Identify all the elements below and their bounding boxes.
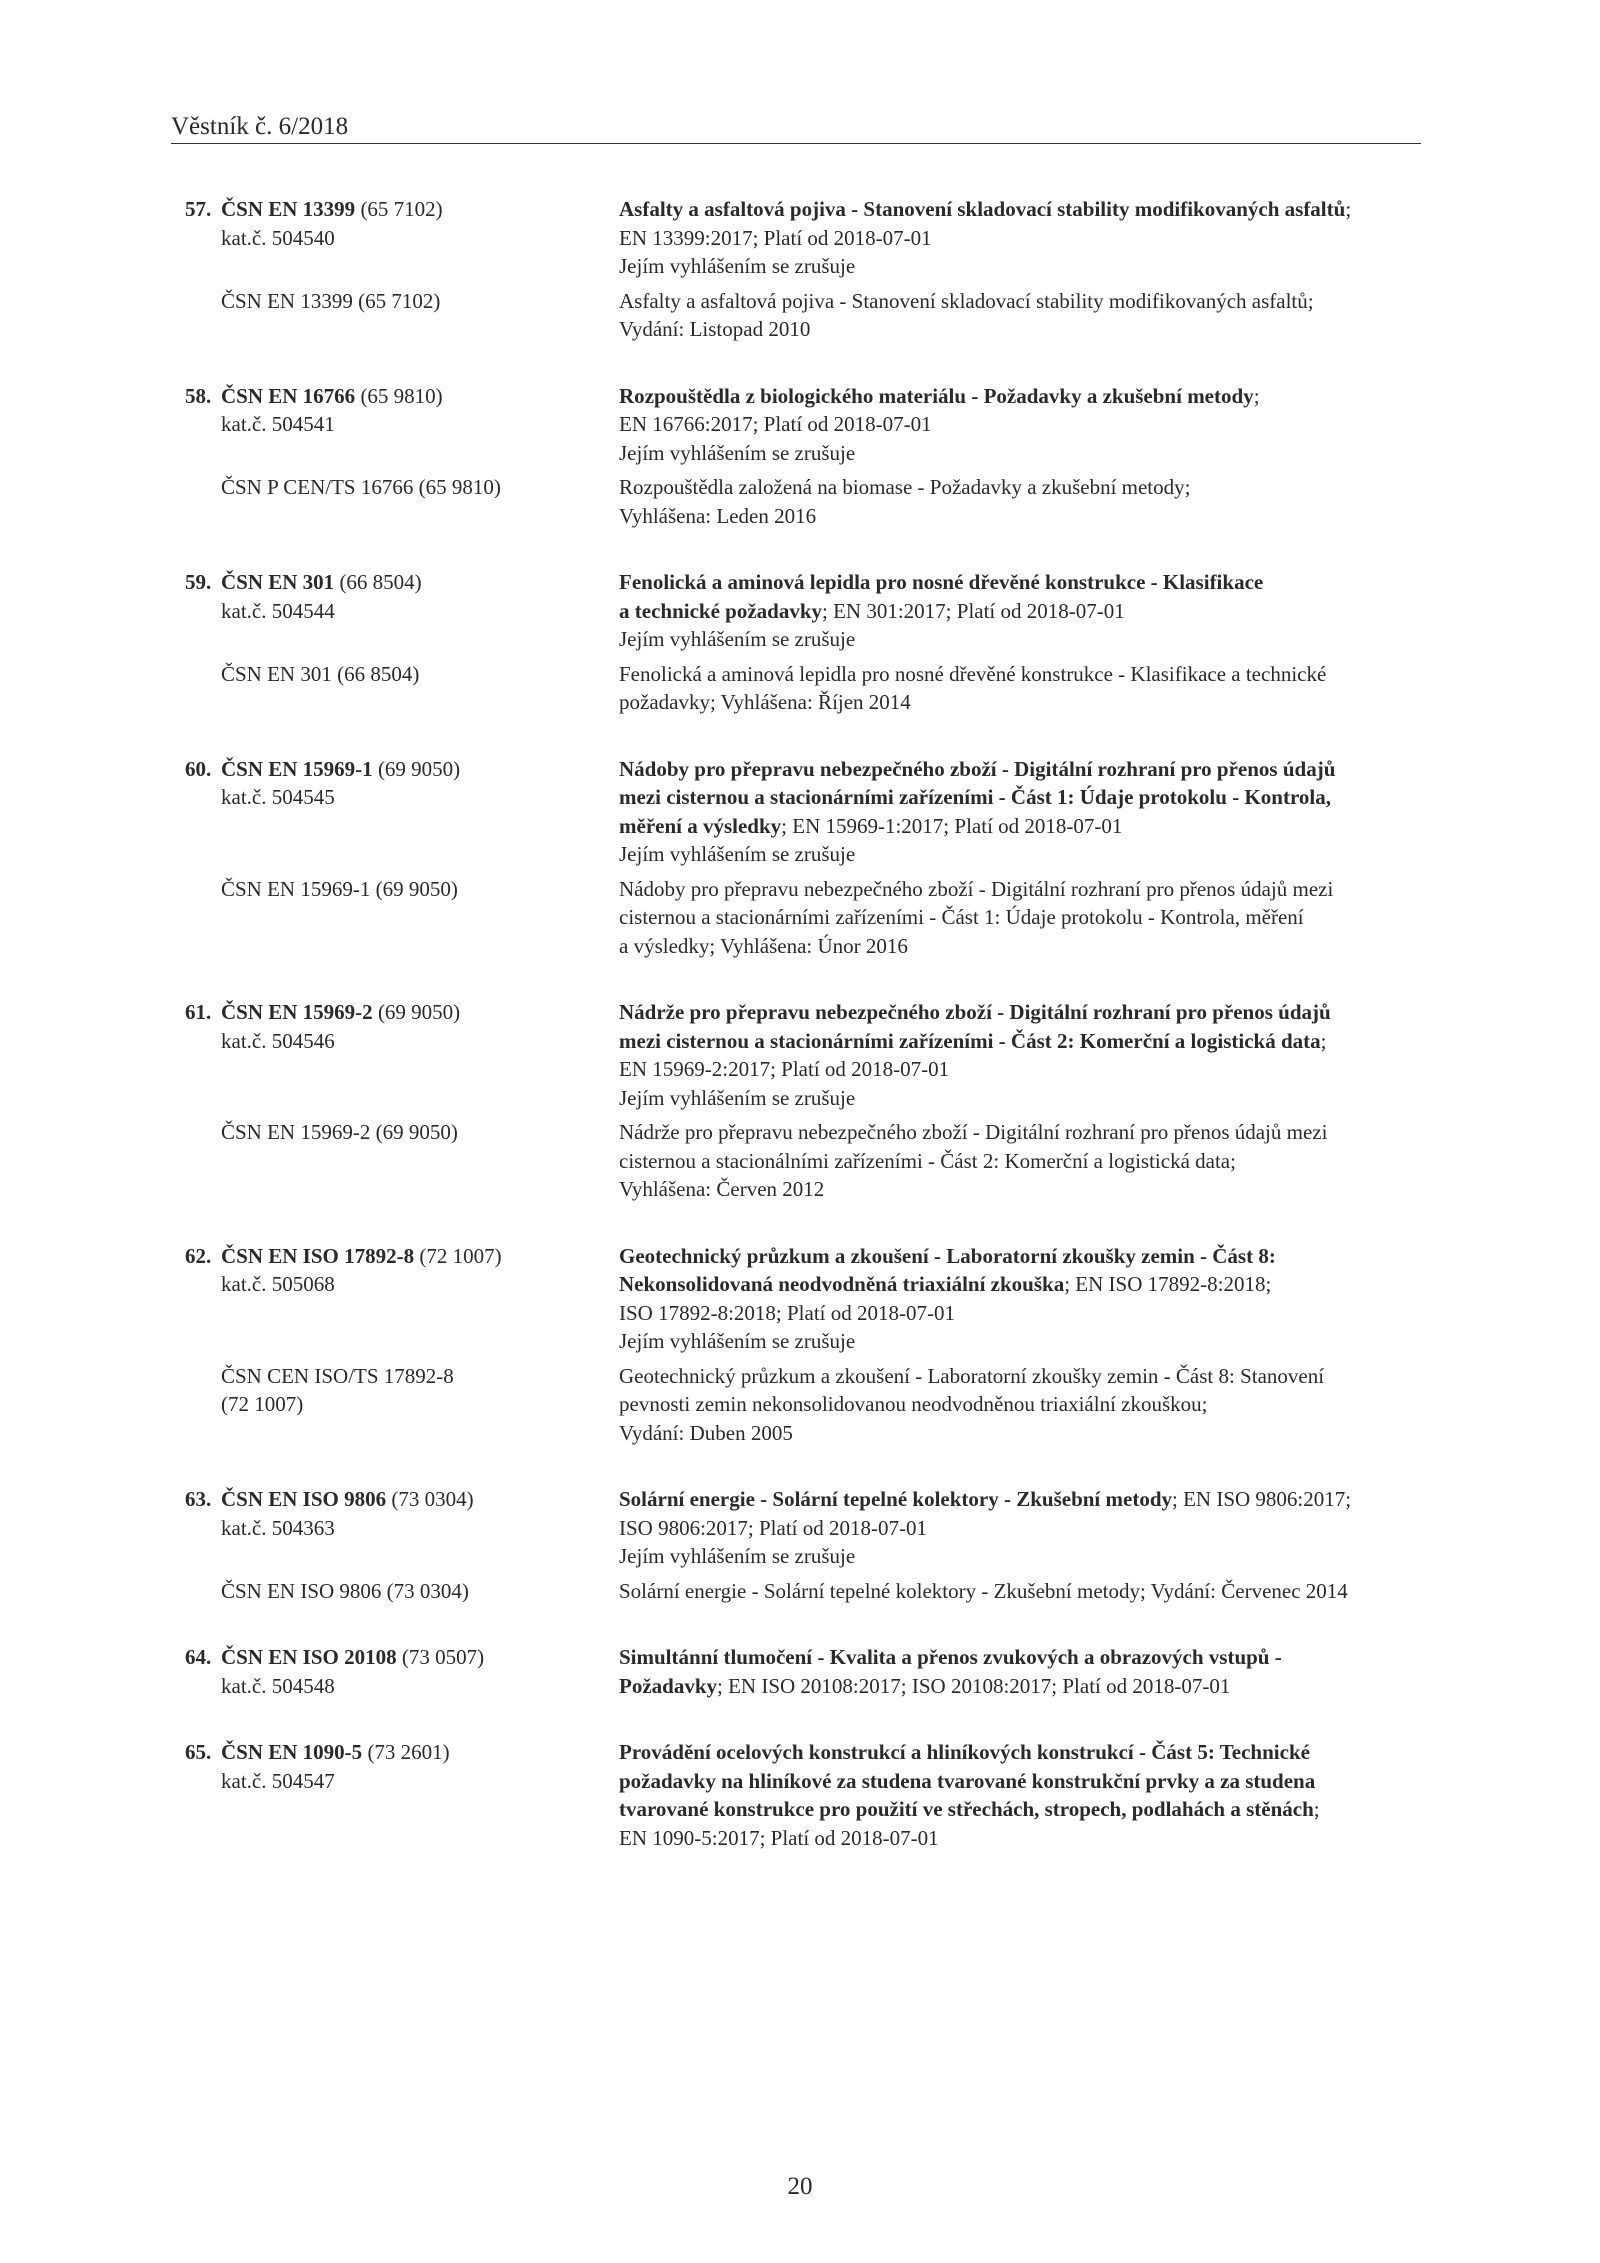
text: Nádoby pro přepravu nebezpečného zboží - Digitální rozhraní pro přenos údajů mezi <box>619 876 1334 901</box>
entry-number: 61. <box>185 1000 212 1024</box>
title-line <box>619 1118 1460 1147</box>
title-line <box>619 1362 1460 1391</box>
entry-number: 60. <box>185 756 212 781</box>
text: a výsledky; Vyhlášena: Únor 2016 <box>619 933 908 958</box>
text: ; EN ISO 9806:2017; <box>1172 1487 1352 1511</box>
designation-line <box>221 224 630 253</box>
text: ČSN P CEN/TS 16766 (65 9810) <box>221 475 501 499</box>
designation-line <box>221 1362 630 1391</box>
text: kat.č. 504544 <box>221 598 335 623</box>
designation-line <box>221 1643 630 1672</box>
text: ČSN CEN ISO/TS 17892-8 <box>221 1363 454 1388</box>
designation-line <box>221 597 630 626</box>
bold-text: Požadavky <box>619 1673 718 1698</box>
standard-entry <box>0 195 1600 344</box>
designation-line <box>221 660 630 689</box>
text: Jejím vyhlášením se zrušuje <box>619 1329 856 1353</box>
text: Jejím vyhlášením se zrušuje <box>619 1544 856 1568</box>
title-line <box>619 1514 1460 1543</box>
text: ČSN EN 15969-1 (69 9050) <box>221 876 458 901</box>
bold-text: požadavky na hliníkové za studena tvarované konstrukční prvky a za studena <box>619 1768 1316 1793</box>
standard-title <box>619 568 1460 654</box>
standard-title <box>619 998 1460 1112</box>
text: Vydání: Duben 2005 <box>619 1420 793 1445</box>
entry-number: 64. <box>185 1645 212 1669</box>
text: Jejím vyhlášením se zrušuje <box>619 440 856 465</box>
standard-title <box>619 1643 1460 1700</box>
title-line <box>619 1027 1460 1056</box>
text: Fenolická a aminová lepidla pro nosné dřevěné konstrukce - Klasifikace a technické <box>619 661 1327 686</box>
standard-designation <box>0 1738 630 1795</box>
replaced-title <box>619 1577 1460 1606</box>
designation-line <box>221 1767 630 1796</box>
replaced-standard-row <box>0 660 1600 717</box>
standard-designation <box>0 568 630 625</box>
new-standard-row <box>0 1242 1600 1356</box>
designation-line <box>221 473 630 502</box>
text: ; EN ISO 17892-8:2018; <box>1064 1272 1272 1296</box>
designation-line <box>221 1390 630 1419</box>
text: pevnosti zemin nekonsolidovanou neodvodněnou triaxiální zkouškou; <box>619 1392 1208 1416</box>
title-line <box>619 840 1460 869</box>
title-line <box>619 660 1460 689</box>
bold-text: Nádrže pro přepravu nebezpečného zboží - Digitální rozhraní pro přenos údajů <box>619 1000 1331 1024</box>
bold-text: Geotechnický průzkum a zkoušení - Laboratorní zkoušky zemin - Část 8: <box>619 1243 1276 1268</box>
title-line <box>619 1577 1460 1606</box>
text: Rozpouštědla založená na biomase - Požadavky a zkušební metody; <box>619 475 1191 499</box>
designation-line <box>221 382 630 411</box>
standard-entry <box>0 998 1600 1204</box>
text: (65 9810) <box>355 383 443 408</box>
text: Jejím vyhlášením se zrušuje <box>619 842 856 866</box>
bold-text: Nádoby pro přepravu nebezpečného zboží - Digitální rozhraní pro přenos údajů <box>619 756 1336 781</box>
text: EN 16766:2017; Platí od 2018-07-01 <box>619 412 932 436</box>
bold-text: Solární energie - Solární tepelné kolektory - Zkušební metody <box>619 1487 1172 1511</box>
new-standard-row <box>0 755 1600 869</box>
text: Geotechnický průzkum a zkoušení - Laboratorní zkoušky zemin - Část 8: Stanovení <box>619 1363 1325 1388</box>
text: ; EN ISO 20108:2017; ISO 20108:2017; Platí od 2018-07-01 <box>717 1673 1231 1698</box>
standard-title <box>619 195 1460 281</box>
designation-line <box>221 1270 630 1299</box>
designation-line <box>221 195 630 224</box>
entry-number: 57. <box>185 197 212 221</box>
designation-line <box>221 1738 630 1767</box>
text: ; EN 15969-1:2017; Platí od 2018-07-01 <box>781 813 1123 838</box>
text: EN 15969-2:2017; Platí od 2018-07-01 <box>619 1057 950 1081</box>
replaced-standard-row <box>0 473 1600 530</box>
title-line <box>619 568 1460 597</box>
text: ČSN EN 301 (66 8504) <box>221 661 420 686</box>
designation-line <box>221 1118 630 1147</box>
text: (65 7102) <box>355 197 443 221</box>
title-line <box>619 998 1460 1027</box>
replaced-title <box>619 287 1460 344</box>
standard-title <box>619 382 1460 468</box>
standard-entry <box>0 755 1600 961</box>
designation-line <box>221 287 630 316</box>
title-line <box>619 1390 1460 1419</box>
new-standard-row <box>0 1738 1600 1852</box>
new-standard-row <box>0 1485 1600 1571</box>
bold-text: ČSN EN 15969-2 <box>221 1000 373 1024</box>
standard-title <box>619 755 1460 869</box>
new-standard-row <box>0 195 1600 281</box>
title-line <box>619 224 1460 253</box>
title-line <box>619 1738 1460 1767</box>
replaced-designation <box>0 1362 630 1419</box>
standard-designation <box>0 755 630 812</box>
bold-text: ČSN EN 15969-1 <box>221 756 373 781</box>
designation-line <box>221 1672 630 1701</box>
text: Jejím vyhlášením se zrušuje <box>619 1085 856 1110</box>
bold-text: ČSN EN 13399 <box>221 197 356 221</box>
page-header-title: Věstník č. 6/2018 <box>171 113 349 140</box>
bold-text: ČSN EN ISO 9806 <box>221 1487 387 1511</box>
bold-text: měření a výsledky <box>619 813 782 838</box>
text: ISO 17892-8:2018; Platí od 2018-07-01 <box>619 1300 955 1325</box>
title-line <box>619 1327 1460 1356</box>
title-line <box>619 1270 1460 1299</box>
replaced-standard-row <box>0 875 1600 961</box>
bold-text: Rozpouštědla z biologického materiálu - Požadavky a zkušební metody <box>619 383 1254 408</box>
standard-entry <box>0 382 1600 531</box>
title-line <box>619 1767 1460 1796</box>
title-line <box>619 755 1460 784</box>
title-line <box>619 932 1460 961</box>
text: Jejím vyhlášením se zrušuje <box>619 254 856 278</box>
designation-line <box>221 755 630 784</box>
text: (73 2601) <box>362 1740 450 1764</box>
title-line <box>619 1055 1460 1084</box>
standard-title <box>619 1242 1460 1356</box>
text: ; <box>1345 197 1352 221</box>
text: Vyhlášena: Červen 2012 <box>619 1177 825 1201</box>
title-line <box>619 315 1460 344</box>
entry-number: 59. <box>185 570 212 594</box>
designation-line <box>221 875 630 904</box>
standard-entry <box>0 1242 1600 1448</box>
replaced-designation <box>0 473 630 502</box>
bold-text: Asfalty a asfaltová pojiva - Stanovení skladovací stability modifikovaných asfaltů <box>619 197 1346 221</box>
bold-text: ČSN EN 301 <box>221 570 335 594</box>
title-line <box>619 1084 1460 1113</box>
text: Asfalty a asfaltová pojiva - Stanovení skladovací stability modifikovaných asfaltů; <box>619 288 1314 313</box>
new-standard-row <box>0 382 1600 468</box>
title-line <box>619 439 1460 468</box>
text: ČSN EN 15969-2 (69 9050) <box>221 1120 458 1144</box>
standard-entry <box>0 568 1600 717</box>
standard-designation <box>0 1242 630 1299</box>
designation-line <box>221 998 630 1027</box>
bold-text: Simultánní tlumočení - Kvalita a přenos zvukových a obrazových vstupů - <box>619 1645 1282 1669</box>
bold-text: Provádění ocelových konstrukcí a hliníkových konstrukcí - Část 5: Technické <box>619 1740 1310 1764</box>
standard-designation <box>0 195 630 252</box>
replaced-title <box>619 1118 1460 1204</box>
text: (72 1007) <box>414 1243 502 1268</box>
title-line <box>619 252 1460 281</box>
text: (73 0304) <box>386 1487 474 1511</box>
bold-text: ČSN EN ISO 20108 <box>221 1645 397 1669</box>
title-line <box>619 1147 1460 1176</box>
designation-line <box>221 1485 630 1514</box>
text: kat.č. 505068 <box>221 1272 335 1296</box>
text: ; EN 301:2017; Platí od 2018-07-01 <box>822 598 1125 623</box>
title-line <box>619 812 1460 841</box>
title-line <box>619 195 1460 224</box>
title-line <box>619 1824 1460 1853</box>
title-line <box>619 1175 1460 1204</box>
designation-line <box>221 1242 630 1271</box>
standard-designation <box>0 1643 630 1700</box>
bold-text: ČSN EN ISO 17892-8 <box>221 1243 415 1268</box>
bold-text: Fenolická a aminová lepidla pro nosné dřevěné konstrukce - Klasifikace <box>619 570 1264 594</box>
text: Nádrže pro přepravu nebezpečného zboží - Digitální rozhraní pro přenos údajů mezi <box>619 1120 1328 1144</box>
text: (72 1007) <box>221 1392 304 1416</box>
title-line <box>619 1542 1460 1571</box>
replaced-standard-row <box>0 1118 1600 1204</box>
replaced-title <box>619 473 1460 530</box>
text: kat.č. 504541 <box>221 412 335 436</box>
title-line <box>619 597 1460 626</box>
title-line <box>619 502 1460 531</box>
standard-designation <box>0 1485 630 1542</box>
entry-number: 58. <box>185 383 212 408</box>
designation-line <box>221 1514 630 1543</box>
title-line <box>619 783 1460 812</box>
standard-title <box>619 1485 1460 1571</box>
text: Solární energie - Solární tepelné kolektory - Zkušební metody; Vydání: Červenec 2014 <box>619 1578 1348 1603</box>
text: ISO 9806:2017; Platí od 2018-07-01 <box>619 1515 927 1540</box>
text: Vydání: Listopad 2010 <box>619 317 811 341</box>
text: EN 1090-5:2017; Platí od 2018-07-01 <box>619 1825 939 1850</box>
title-line <box>619 382 1460 411</box>
designation-line <box>221 410 630 439</box>
entry-number: 63. <box>185 1487 212 1511</box>
title-line <box>619 1485 1460 1514</box>
title-line <box>619 410 1460 439</box>
designation-line <box>221 568 630 597</box>
bold-text: mezi cisternou a stacionárními zařízeními - Část 1: Údaje protokolu - Kontrola, <box>619 785 1331 809</box>
text: ČSN EN 13399 (65 7102) <box>221 288 441 313</box>
title-line <box>619 903 1460 932</box>
standard-entry <box>0 1485 1600 1605</box>
text: kat.č. 504363 <box>221 1515 335 1540</box>
text: ČSN EN ISO 9806 (73 0304) <box>221 1578 469 1603</box>
title-line <box>619 1419 1460 1448</box>
title-line <box>619 1299 1460 1328</box>
text: cisternou a stacionálními zařízeními - Část 2: Komerční a logistická data; <box>619 1148 1236 1173</box>
bold-text: ČSN EN 1090-5 <box>221 1740 363 1764</box>
text: kat.č. 504548 <box>221 1673 335 1698</box>
replaced-designation <box>0 875 630 904</box>
text: EN 13399:2017; Platí od 2018-07-01 <box>619 225 932 250</box>
text: (73 0507) <box>396 1645 485 1669</box>
bold-text: ČSN EN 16766 <box>221 383 356 408</box>
title-line <box>619 1795 1460 1824</box>
bold-text: a technické požadavky <box>619 598 823 623</box>
page-number: 20 <box>787 2173 813 2200</box>
standard-designation <box>0 998 630 1055</box>
text: cisternou a stacionárními zařízeními - Část 1: Údaje protokolu - Kontrola, měření <box>619 905 1304 929</box>
replaced-standard-row <box>0 1362 1600 1448</box>
text: (66 8504) <box>334 570 422 594</box>
new-standard-row <box>0 1643 1600 1700</box>
replaced-title <box>619 875 1460 961</box>
new-standard-row <box>0 568 1600 654</box>
text: kat.č. 504545 <box>221 785 335 809</box>
replaced-standard-row <box>0 1577 1600 1606</box>
bold-text: Nekonsolidovaná neodvodněná triaxiální zkouška <box>619 1272 1065 1296</box>
new-standard-row <box>0 998 1600 1112</box>
standards-list <box>0 195 1600 1890</box>
text: ; <box>1320 1028 1327 1053</box>
text: požadavky; Vyhlášena: Říjen 2014 <box>619 690 911 714</box>
title-line <box>619 875 1460 904</box>
text: ; <box>1253 383 1260 408</box>
designation-line <box>221 1027 630 1056</box>
replaced-standard-row <box>0 287 1600 344</box>
text: kat.č. 504540 <box>221 225 335 250</box>
replaced-designation <box>0 660 630 689</box>
title-line <box>619 1643 1460 1672</box>
replaced-designation <box>0 287 630 316</box>
designation-line <box>221 783 630 812</box>
title-line <box>619 473 1460 502</box>
text: Jejím vyhlášením se zrušuje <box>619 627 856 651</box>
replaced-title <box>619 660 1460 717</box>
replaced-designation <box>0 1577 630 1606</box>
text: Vyhlášena: Leden 2016 <box>619 503 817 528</box>
bold-text: tvarované konstrukce pro použití ve střechách, stropech, podlahách a stěnách <box>619 1797 1314 1821</box>
text: ; <box>1313 1797 1320 1821</box>
title-line <box>619 1242 1460 1271</box>
title-line <box>619 688 1460 717</box>
title-line <box>619 1672 1460 1701</box>
entry-number: 65. <box>185 1740 212 1764</box>
title-line <box>619 625 1460 654</box>
standard-entry <box>0 1738 1600 1852</box>
entry-number: 62. <box>185 1243 212 1268</box>
bold-text: mezi cisternou a stacionárními zařízeními - Část 2: Komerční a logistická data <box>619 1028 1321 1053</box>
text: (69 9050) <box>372 1000 461 1024</box>
text: kat.č. 504546 <box>221 1028 335 1053</box>
header-divider <box>171 143 1421 144</box>
title-line <box>619 287 1460 316</box>
text: kat.č. 504547 <box>221 1768 335 1793</box>
replaced-title <box>619 1362 1460 1448</box>
text: (69 9050) <box>372 756 461 781</box>
designation-line <box>221 1577 630 1606</box>
standard-designation <box>0 382 630 439</box>
replaced-designation <box>0 1118 630 1147</box>
standard-entry <box>0 1643 1600 1700</box>
standard-title <box>619 1738 1460 1852</box>
